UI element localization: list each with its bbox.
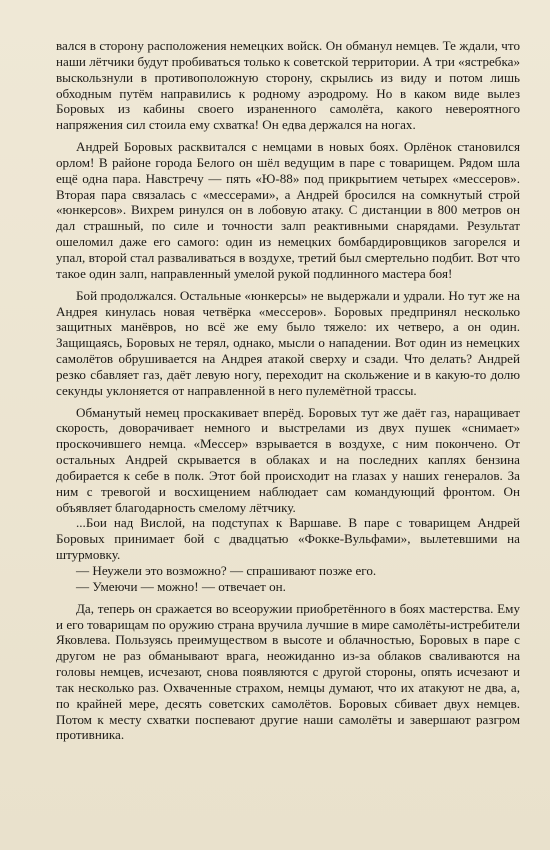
dialog-line-2: — Умеючи — можно! — отвечает он.	[76, 578, 286, 594]
paragraph-4: Обманутый немец проскакивает вперёд. Боровых тут же даёт газ, наращивает скорость, доворачивает немного и выстрелами из двух пушек «снимает» проскочившего немца. «Мессер» взрывается в воздухе, с ним покончено. От остальных Андрей скрывается в облаках и на последних каплях бензина добирается к себе в полк. Этот бой происходит на глазах у наших генералов. За ним с тревогой и восхищением наблюдает сам командующий фронтом. Он объявляет благодарность смелому лётчику.	[56, 404, 520, 515]
page-text	[56, 38, 520, 743]
paragraph-5: ...Бои над Вислой, на подступах к Варшаве. В паре с товарищем Андрей Боровых принимает бой с двадцатью «Фокке-Вульфами», вылетевшими на штурмовку.	[56, 515, 520, 563]
paragraph-2: Андрей Боровых расквитался с немцами в новых боях. Орлёнок становился орлом! В районе города Белого он шёл ведущим в паре с товарищем. Рядом шла ещё одна пара. Навстречу — пять «Ю-88» под прикрытием четырех «мессеров». Вторая пара связалась с «мессерами», а Андрей бросился на сомкнутый строй «юнкерсов». Вихрем ринулся он в лобовую атаку. С дистанции в 800 метров он дал страшный, по силе и точности залп реактивными снарядами. Результат ошеломил даже его самого: один из немецких бомбардировщиков загорелся и упал, второй стал разваливаться в воздухе, третий был смертельно подбит. Вот что такое один залп, направленный умелой рукой подлинного мастера боя!	[56, 139, 520, 281]
paragraph-3: Бой продолжался. Остальные «юнкерсы» не выдержали и удрали. Но тут же на Андрея кинулась новая четвёрка «мессеров». Боровых предпринял несколько защитных манёвров, но всё же ему было тяжело: их четверо, а он один. Защищаясь, Боровых не терял, однако, мысли о нападении. Вот один из немецких самолётов обрушивается на Андрея атакой сверху и сзади. Что делать? Андрей резко сбавляет газ, даёт левую ногу, переходит на скольжение и в какую-то долю секунды уклоняется от направленной в него пулемётной трассы.	[56, 287, 520, 398]
dialog-line-1: — Неужели это возможно? — спрашивают позже его.	[76, 563, 377, 578]
paragraph-6: Да, теперь он сражается во всеоружии приобретённого в боях мастерства. Ему и его товарищам по оружию страна вручила лучшие в мире самолёты-истребители Яковлева. Пользуясь преимуществом в высоте и облачностью, Боровых в паре с другом не раз обманывают врага, неожиданно из-за облаков сваливаются на головы немцев, исчезают, снова появляются с другой стороны, опять исчезают и так несколько раз. Охваченные страхом, немцы думают, что их атакуют не два, а, по крайней мере, десять советских самолётов. Боровых сбивает двух немцев. Потом к месту схватки поспевают другие наши самолёты и завершают разгром противника.	[56, 600, 520, 743]
paragraph-1: вался в сторону расположения немецких войск. Он обманул немцев. Те ждали, что наши лётчики будут пробиваться только к советской территории. А три «ястребка» выскользнули в противоположную сторону, скрылись из виду и потом лишь обходным путём направились к родному аэродрому. Но в каком виде вылез Боровых из кабины своего израненного самолёта, какого невероятного напряжения сил стоила ему схватка! Он едва держался на ногах.	[56, 38, 520, 133]
